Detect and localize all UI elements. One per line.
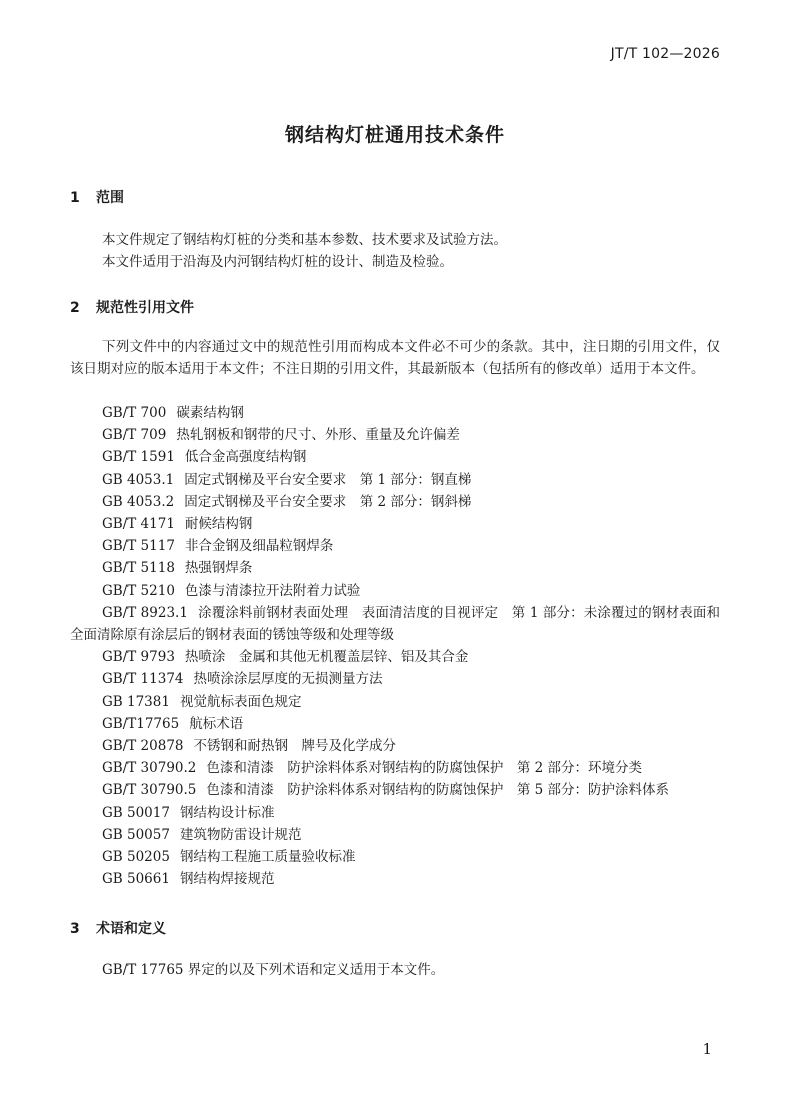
reference-title: 热轧钢板和钢带的尺寸、外形、重量及允许偏差 [176,427,460,444]
reference-title: 色漆和清漆 防护涂料体系对钢结构的防腐蚀保护 第 2 部分：环境分类 [206,760,643,777]
reference-code: GB 50017 [102,804,170,821]
reference-item [70,402,720,424]
section-number: 2 [70,300,80,316]
reference-code: GB/T 30790.2 [102,760,197,777]
section-2-heading [70,297,194,317]
reference-item [70,580,720,602]
reference-title: 非合金钢及细晶粒钢焊条 [184,538,334,555]
section-3-heading [70,918,166,938]
reference-item [70,691,720,713]
reference-item [70,535,720,557]
reference-code: GB 17381 [102,693,170,710]
reference-item [70,602,720,646]
reference-title: 固定式钢梯及平台安全要求 第 2 部分：钢斜梯 [184,493,472,510]
normative-references-intro: 下列文件中的内容通过文中的规范性引用而构成本文件必不可少的条款。其中，注日期的引用文件，仅该日期对应的版本适用于本文件；不注日期的引用文件，其最新版本（包括所有的修改单）适用于本文件。 [70,339,720,377]
reference-item [70,779,720,801]
reference-title: 建筑物防雷设计规范 [179,826,302,843]
reference-code: GB/T17765 [102,715,180,732]
reference-item [70,446,720,468]
standard-code: JT/T 102—2026 [610,46,720,62]
reference-title: 低合金高强度结构钢 [184,449,307,466]
reference-title: 涂覆涂料前钢材表面处理 表面清洁度的目视评定 第 1 部分：未涂覆过的钢材表面和全面清除原有涂层后的钢材表面的锈蚀等级和处理等级 [70,604,721,644]
reference-title: 碳素结构钢 [176,405,244,421]
reference-code: GB/T 30790.5 [102,782,197,799]
reference-item [70,757,720,779]
reference-title: 热强钢焊条 [184,560,253,577]
reference-item [70,846,720,868]
reference-code: GB/T 5210 [102,582,175,599]
section-number: 1 [70,190,80,206]
reference-code: GB 4053.2 [102,493,175,510]
reference-title: 色漆和清漆 防护涂料体系对钢结构的防腐蚀保护 第 5 部分：防护涂料体系 [206,782,670,799]
reference-code: GB/T 11374 [102,671,184,688]
scope-paragraph-2: 本文件适用于沿海及内河钢结构灯桩的设计、制造及检验。 [102,254,453,270]
scope-paragraph-1: 本文件规定了钢结构灯桩的分类和基本参数、技术要求及试验方法。 [102,232,507,248]
terms-paragraph: GB/T 17765 界定的以及下列术语和定义适用于本文件。 [102,962,445,978]
reference-title: 色漆与清漆拉开法附着力试验 [184,582,361,599]
page-number: 1 [702,1040,712,1058]
reference-title: 耐候结构钢 [184,516,253,533]
reference-title: 钢结构焊接规范 [179,871,275,888]
reference-title: 热喷涂 金属和其他无机覆盖层锌、铝及其合金 [184,649,469,666]
reference-title: 不锈钢和耐热钢 牌号及化学成分 [193,738,396,755]
reference-item [70,424,720,446]
reference-code: GB 50661 [102,871,170,888]
reference-item [70,868,720,890]
reference-code: GB 50205 [102,849,170,866]
section-number: 3 [70,921,80,937]
section-1-heading [70,187,124,207]
reference-title: 视觉航标表面色规定 [179,693,302,710]
reference-item [70,824,720,846]
reference-list [70,402,720,890]
section-title: 范围 [96,190,124,206]
reference-item [70,646,720,668]
reference-title: 固定式钢梯及平台安全要求 第 1 部分：钢直梯 [184,471,472,488]
reference-title: 航标术语 [189,715,244,732]
reference-code: GB/T 709 [102,427,167,444]
reference-item [70,557,720,579]
reference-code: GB/T 8923.1 [102,604,188,621]
reference-code: GB/T 5118 [102,560,175,577]
reference-code: GB 50057 [102,826,170,843]
reference-code: GB/T 4171 [102,516,175,533]
reference-item [70,668,720,690]
reference-title: 热喷涂涂层厚度的无损测量方法 [193,671,383,688]
reference-item [70,513,720,535]
reference-code: GB/T 1591 [102,449,175,466]
reference-item [70,802,720,824]
reference-code: GB/T 700 [102,405,167,421]
reference-title: 钢结构设计标准 [179,804,275,821]
reference-item [70,491,720,513]
reference-item [70,713,720,735]
reference-code: GB 4053.1 [102,471,175,488]
reference-code: GB/T 5117 [102,538,175,555]
reference-item [70,469,720,491]
reference-code: GB/T 9793 [102,649,175,666]
reference-item [70,735,720,757]
reference-code: GB/T 20878 [102,738,184,755]
section-title: 规范性引用文件 [96,300,194,316]
section-title: 术语和定义 [96,921,166,937]
reference-title: 钢结构工程施工质量验收标准 [179,849,356,866]
document-title: 钢结构灯桩通用技术条件 [284,124,505,146]
